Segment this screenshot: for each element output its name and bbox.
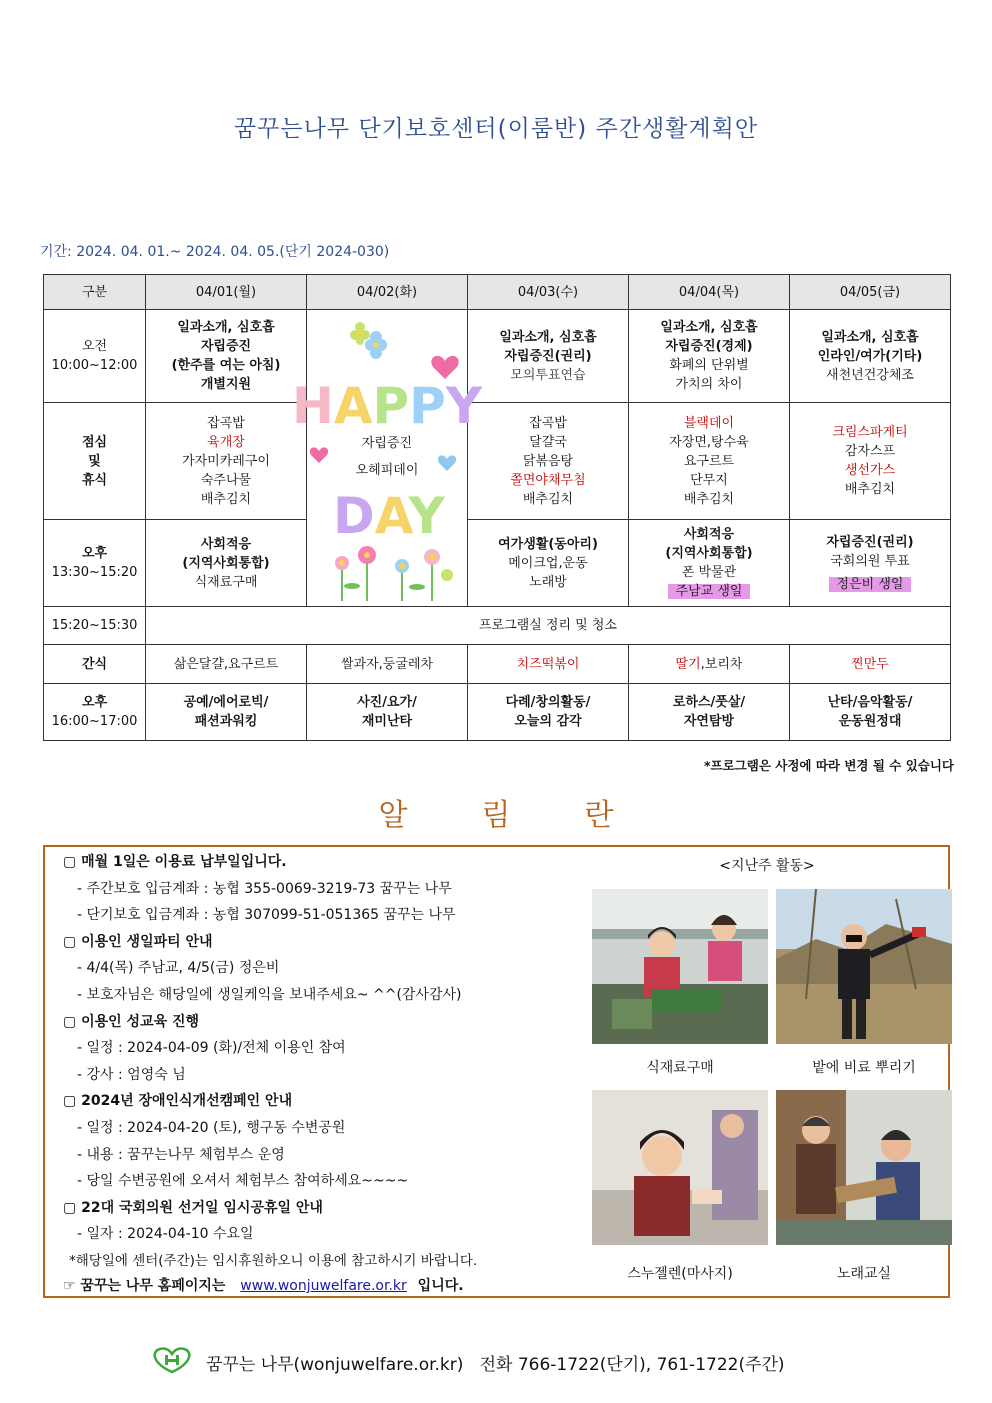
- flower-garden-icon: [335, 546, 453, 601]
- cell-mon-late: 공예/에어로빅/ 패션과워킹: [146, 684, 307, 741]
- notice-title: 알림란: [378, 798, 688, 833]
- cell-tue-happy-day: [291, 310, 483, 607]
- heart-icon: [431, 355, 458, 378]
- weekly-schedule-table: [43, 274, 951, 741]
- notice-item: *해당일에 센터(주간)는 임시휴원하오니 이용에 참고하시기 바랍니다.: [69, 1252, 478, 1269]
- notice-item: - 단기보호 입금계좌 : 농협 307099-51-051365 꿈꾸는 나무: [77, 907, 456, 924]
- cell-mon-snack: 삶은달걀,요구르트: [146, 645, 307, 684]
- header-thu: 04/04(목): [629, 275, 790, 310]
- notice-item: - 내용 : 꿈꾸는나무 체험부스 운영: [77, 1146, 285, 1163]
- cell-thu-lunch: 블랙데이 자장면,탕수육 요구르트 단무지 배추김치: [629, 403, 790, 520]
- table-row-lunch: [44, 403, 951, 520]
- notice-list: [63, 849, 603, 1275]
- header-wed: 04/03(수): [468, 275, 629, 310]
- notice-item: - 일자 : 2024-04-10 수요일: [77, 1226, 254, 1243]
- table-header-row: [44, 275, 951, 310]
- cell-mon-morning: 일과소개, 심호흡 자립증진 (한주를 여는 아침) 개별지원: [146, 310, 307, 403]
- notice-box: [43, 845, 950, 1298]
- notice-heading: ▢ 22대 국회의원 선거일 임시공휴일 안내: [63, 1199, 323, 1216]
- homepage-line: ☞ 꿈꾸는 나무 홈페이지는 www.wonjuwelfare.or.kr 입니다.: [63, 1278, 464, 1294]
- cell-fri-snack: 찐만두: [790, 645, 951, 684]
- homepage-link[interactable]: www.wonjuwelfare.or.kr: [240, 1278, 407, 1294]
- table-row-snack: [44, 645, 951, 684]
- header-tue: 04/02(화): [307, 275, 468, 310]
- cell-wed-snack: 치즈떡볶이: [468, 645, 629, 684]
- cell-mon-lunch: 잡곡밥 육개장 가자미카레구이 숙주나물 배추김치: [146, 403, 307, 520]
- cell-mon-afternoon: 사회적응 (지역사회통합) 식재료구매: [146, 520, 307, 607]
- notice-heading: ▢ 이용인 성교육 진행: [63, 1013, 200, 1030]
- photo-singing-class: [776, 1090, 952, 1245]
- header-category: 구분: [44, 275, 146, 310]
- tree-logo-icon: [150, 1346, 194, 1379]
- table-row-cleanup: [44, 607, 951, 645]
- cell-fri-afternoon: 자립증진(권리) 국회의원 투표 정은비 생일: [790, 520, 951, 607]
- notice-item: - 일정 : 2024-04-09 (화)/전체 이용인 참여: [77, 1040, 346, 1057]
- birthday-highlight: 주남교 생일: [668, 584, 751, 599]
- row-label-snack: 간식: [44, 645, 146, 684]
- cell-tue-snack: 쌀과자,둥굴레차: [307, 645, 468, 684]
- caption-fertilizer: 밭에 비료 뿌리기: [812, 1060, 916, 1076]
- cell-thu-snack: 딸기,보리차: [629, 645, 790, 684]
- row-label-morning: 오전 10:00~12:00: [44, 310, 146, 403]
- happy-word: HAPPY: [291, 376, 483, 435]
- header-mon: 04/01(월): [146, 275, 307, 310]
- cell-thu-late: 로하스/풋살/ 자연탐방: [629, 684, 790, 741]
- footer-contact: 꿈꾸는 나무(wonjuwelfare.or.kr) 전화 766-1722(단기), 761-1722(주간): [206, 1355, 785, 1375]
- cell-cleanup: 프로그램실 정리 및 청소: [146, 607, 951, 645]
- footer: [150, 1346, 785, 1379]
- cell-wed-afternoon: 여가생활(동아리) 메이크업,운동 노래방: [468, 520, 629, 607]
- row-label-lunch: 점심 및 휴식: [44, 403, 146, 520]
- cell-wed-lunch: 잡곡밥 달걀국 닭볶음탕 쫄면야채무침 배추김치: [468, 403, 629, 520]
- cell-fri-lunch: 크림스파게티 감자스프 생선가스 배추김치: [790, 403, 951, 520]
- period-label: 기간: 2024. 04. 01.~ 2024. 04. 05.(단기 2024-030): [40, 244, 390, 260]
- cell-fri-late: 난타/음악활동/ 운동원정대: [790, 684, 951, 741]
- notice-item: - 당일 수변공원에 오셔서 체험부스 참여하세요~~~~: [77, 1173, 409, 1190]
- cell-wed-morning: 일과소개, 심호흡 자립증진(권리) 모의투표연습: [468, 310, 629, 403]
- header-fri: 04/05(금): [790, 275, 951, 310]
- photo-snoezelen-massage: [592, 1090, 768, 1245]
- notice-item: - 보호자님은 해당일에 생일케익을 보내주세요~ ^^(감사감사): [77, 986, 462, 1003]
- caption-grocery: 식재료구매: [646, 1060, 714, 1076]
- cell-thu-afternoon: 사회적응 (지역사회통합) 폰 박물관 주남교 생일: [629, 520, 790, 607]
- notice-heading: ▢ 매월 1일은 이용료 납부일입니다.: [63, 854, 287, 870]
- row-label-late: 오후 16:00~17:00: [44, 684, 146, 741]
- table-row-afternoon: [44, 520, 951, 607]
- notice-heading: ▢ 2024년 장애인식개선캠페인 안내: [63, 1093, 293, 1110]
- day-word: DAY: [333, 486, 445, 545]
- photo-grocery-shopping: [592, 889, 768, 1044]
- notice-item: - 일정 : 2024-04-20 (토), 행구동 수변공원: [77, 1119, 346, 1136]
- table-row-morning: [44, 310, 951, 403]
- row-label-afternoon: 오후 13:30~15:20: [44, 520, 146, 607]
- table-row-late: [44, 684, 951, 741]
- photo-fertilizer: [776, 889, 952, 1044]
- notice-item: - 4/4(목) 주남교, 4/5(금) 정은비: [77, 960, 280, 977]
- gallery-title: <지난주 활동>: [719, 858, 815, 874]
- tue-program-text: 자립증진 오헤피데이: [355, 436, 419, 478]
- cell-tue-late: 사진/요가/ 재미난타: [307, 684, 468, 741]
- page-title: 꿈꾸는나무 단기보호센터(이룸반) 주간생활계획안: [233, 116, 759, 142]
- schedule-note: *프로그램은 사정에 따라 변경 될 수 있습니다: [704, 758, 954, 773]
- caption-snoezelen: 스누젤렌(마사지): [627, 1266, 733, 1282]
- row-label-cleanup: 15:20~15:30: [44, 607, 146, 645]
- cell-thu-morning: 일과소개, 심호흡 자립증진(경제) 화폐의 단위별 가치의 차이: [629, 310, 790, 403]
- notice-heading: ▢ 이용인 생일파티 안내: [63, 933, 213, 950]
- caption-singing: 노래교실: [836, 1266, 892, 1282]
- cell-fri-morning: 일과소개, 심호흡 인라인/여가(기타) 새천년건강체조: [790, 310, 951, 403]
- notice-item: - 강사 : 엄영숙 님: [77, 1066, 186, 1083]
- notice-item: - 주간보호 입금계좌 : 농협 355-0069-3219-73 꿈꾸는 나무: [77, 880, 452, 897]
- cell-wed-late: 다례/창의활동/ 오늘의 감각: [468, 684, 629, 741]
- birthday-highlight: 정은비 생일: [829, 577, 912, 592]
